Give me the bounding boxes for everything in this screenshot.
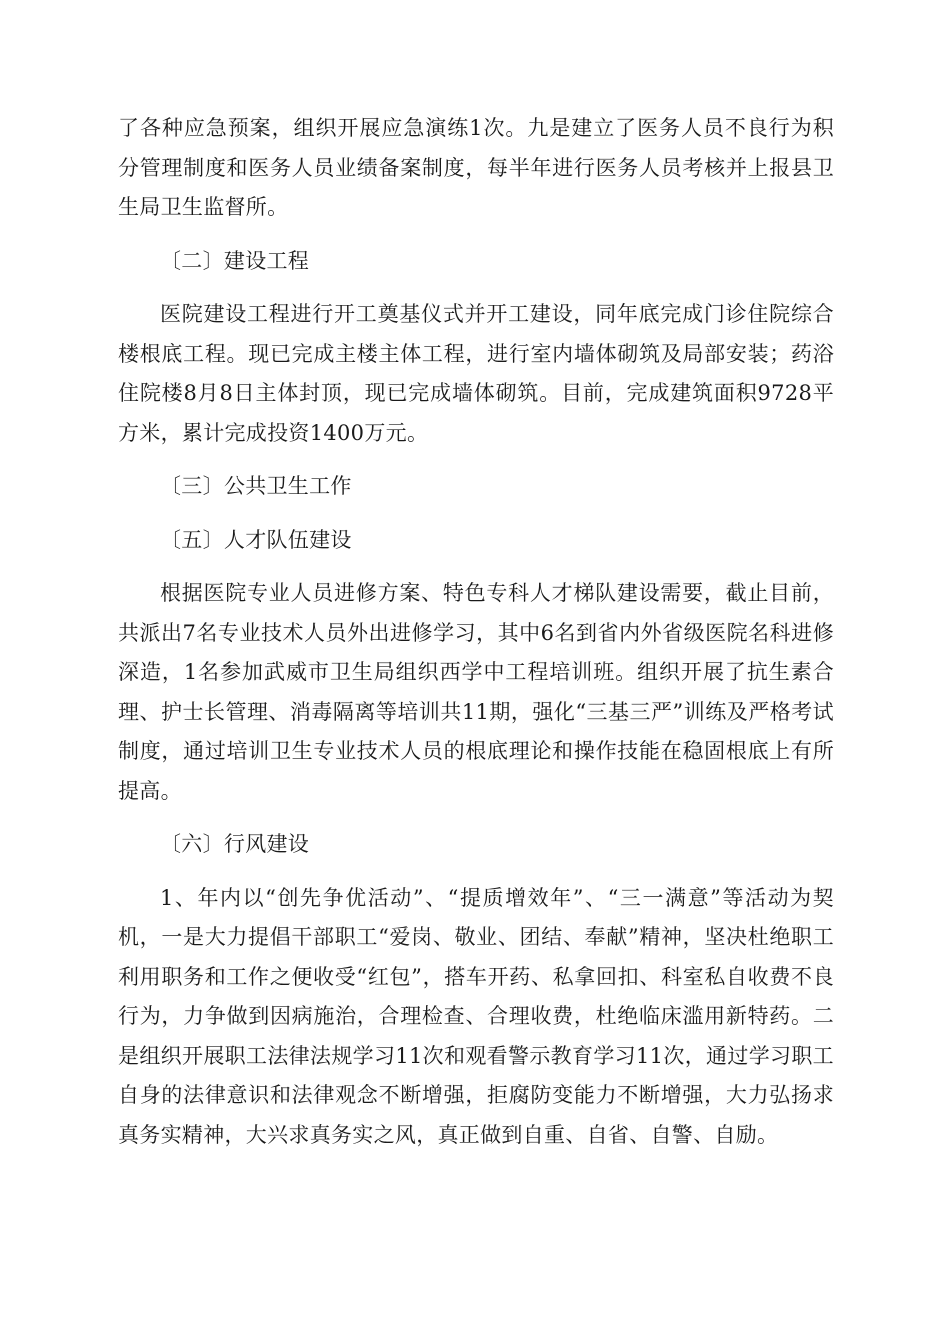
paragraph-talent: 根据医院专业人员进修方案、特色专科人才梯队建设需要，截止目前，共派出7名专业技术人员外出进修学习，其中6名到省内外省级医院名科进修深造，1名参加武威市卫生局组织西学中工程培训班。组织开展了抗生素合理、护士长管理、消毒隔离等培训共11期，强化“三基三严”训练及严格考试制度，通过培训卫生专业技术人员的根底理论和操作技能在稳固根底上有所提高。 [118,581,834,803]
section-heading-public-health: 〔三〕公共卫生工作 [160,474,352,498]
section-heading-conduct: 〔六〕行风建设 [160,832,310,856]
paragraph-conduct: 1、年内以“创先争优活动”、“提质增效年”、“三一满意”等活动为契机，一是大力提倡干部职工“爱岗、敬业、团结、奉献”精神，坚决杜绝职工利用职务和工作之便收受“红包”，搭车开药、私拿回扣、科室私自收费不良行为，力争做到因病施治，合理检查、合理收费，杜绝临床滥用新特药。二是组织开展职工法律法规学习11次和观看警示教育学习11次，通过学习职工自身的法律意识和法律观念不断增强，拒腐防变能力不断增强，大力弘扬求真务实精神，大兴求真务实之风，真正做到自重、自省、自警、自励。 [118,885,834,1147]
section-heading-construction: 〔二〕建设工程 [160,248,310,273]
paragraph-emergency-plans: 了各种应急预案，组织开展应急演练1次。九是建立了医务人员不良行为积分管理制度和医务人员业绩备案制度，每半年进行医务人员考核并上报县卫生局卫生监督所。 [118,116,834,219]
section-heading-talent: 〔五〕人才队伍建设 [160,527,352,552]
paragraph-construction: 医院建设工程进行开工奠基仪式并开工建设，同年底完成门诊住院综合楼根底工程。现已完成主楼主体工程，进行室内墙体砌筑及局部安装；药浴住院楼8月8日主体封顶，现已完成墙体砌筑。目前，完成建筑面积9728平方米，累计完成投资1400万元。 [118,302,834,445]
document-page [118,109,834,1169]
